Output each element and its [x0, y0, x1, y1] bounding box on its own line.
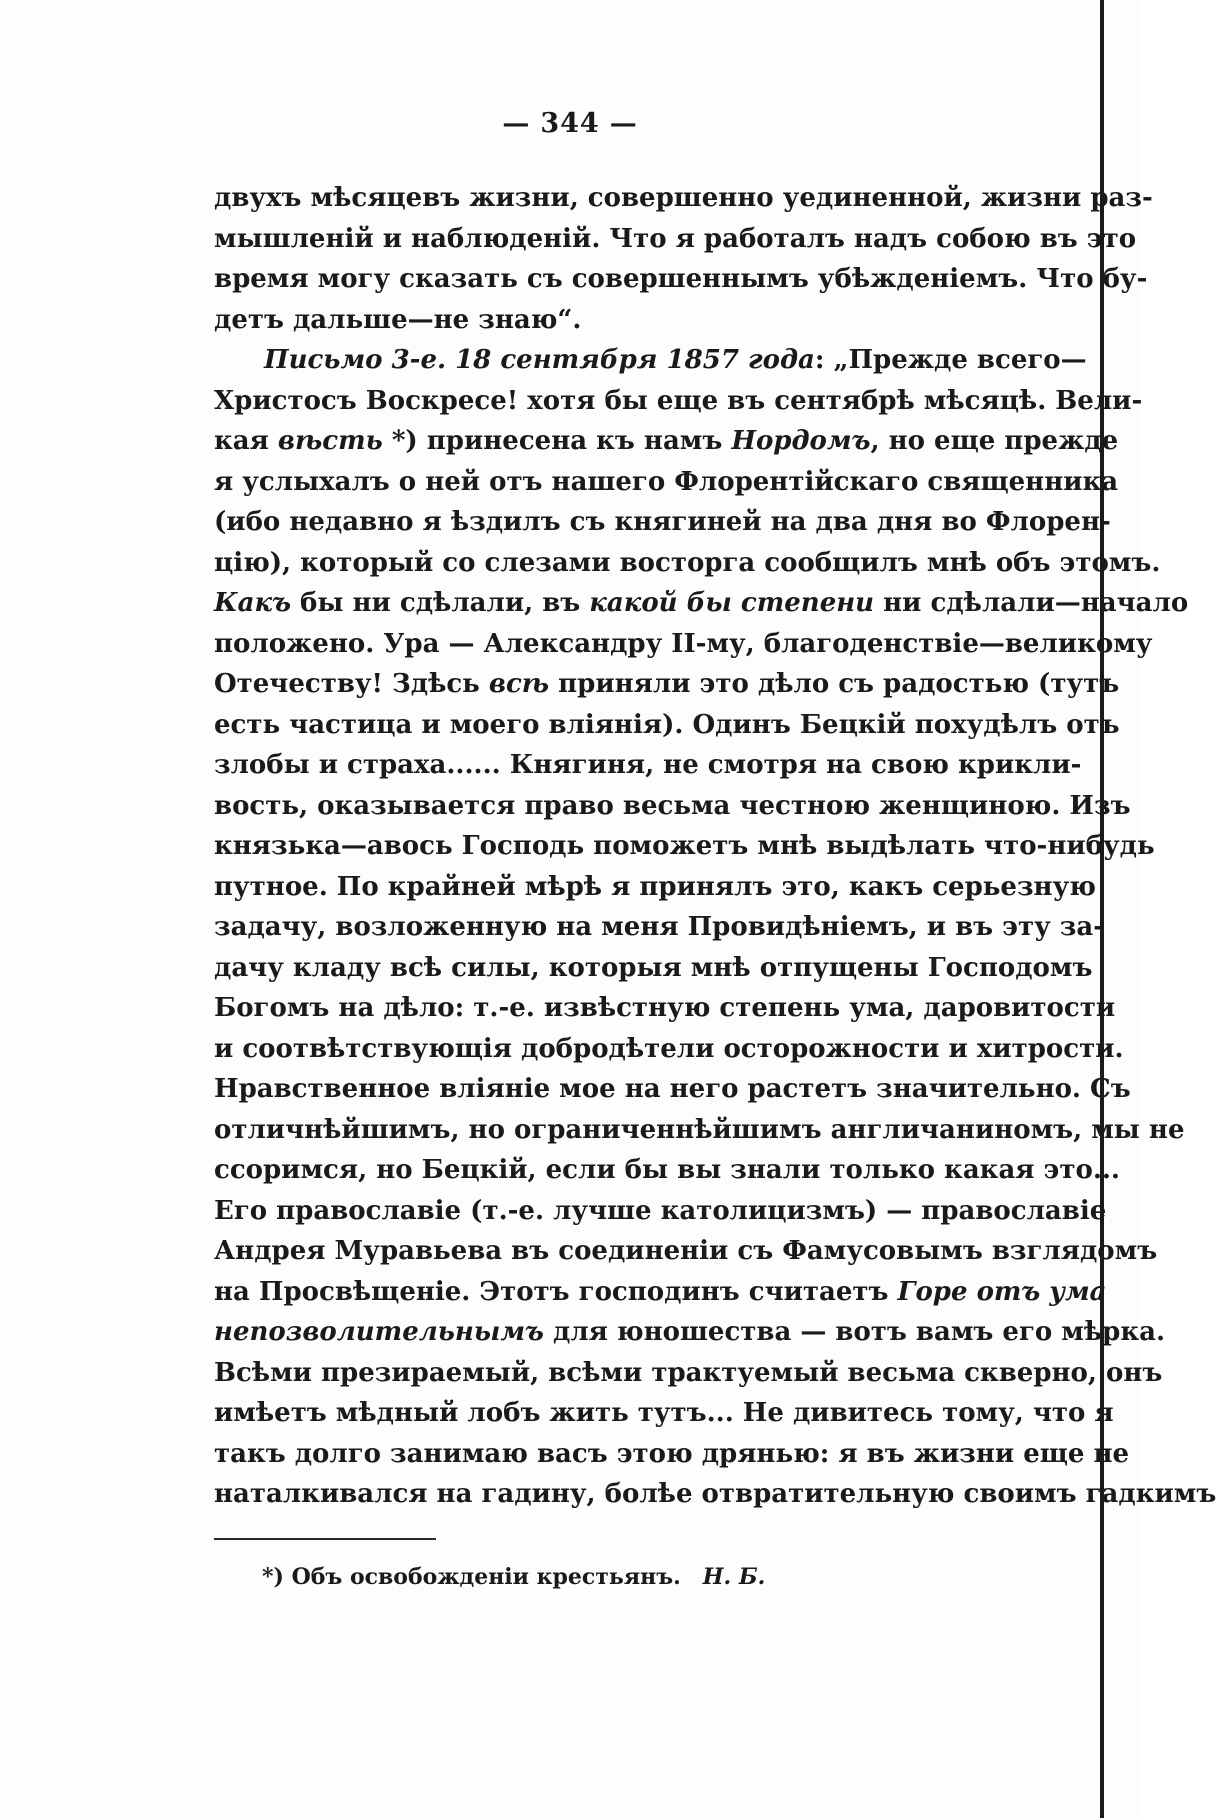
text-segment: мышленій и наблюденій. Что я работалъ надъ собою въ это: [214, 223, 1137, 254]
text-segment: для юношества — вотъ вамъ его мѣрка.: [543, 1317, 1165, 1347]
text-segment: отличнѣйшимъ, но ограниченнѣйшимъ англичаниномъ, мы не: [214, 1114, 1185, 1145]
text-segment: (ибо недавно я ѣздилъ съ княгиней на два дня во Флорен-: [214, 507, 1111, 537]
italic-text-segment: Горе отъ ума: [897, 1276, 1107, 1307]
text-line: [214, 1069, 1131, 1110]
text-segment: Христосъ Воскресе! хотя бы еще въ сентябрѣ мѣсяцѣ. Вели-: [214, 385, 1143, 416]
italic-text-segment: вѣсть: [277, 426, 383, 456]
text-segment: путное. По крайней мѣрѣ я принялъ это, какъ серьезную: [214, 871, 1096, 902]
text-line: [214, 300, 1034, 341]
text-line: [214, 1312, 1165, 1353]
text-line: [214, 1434, 1130, 1475]
page-number-dash-right: —: [609, 108, 638, 139]
text-segment: детъ дальше—не знаю“.: [214, 304, 582, 335]
text-line: [214, 219, 1137, 260]
text-segment: наталкивался на гадину, болѣе отвратительную своимъ гадкимъ: [214, 1479, 1216, 1509]
text-segment: задачу, возложенную на меня Провидѣніемъ, и въ эту за-: [214, 912, 1105, 942]
text-segment: бы ни сдѣлали, въ: [291, 588, 590, 618]
text-line: [214, 1150, 1120, 1191]
text-segment: Богомъ на дѣло: т.-е. извѣстную степень ума, даровитости: [214, 993, 1116, 1023]
text-segment: такъ долго занимаю васъ этою дрянью: я въ жизни еще не: [214, 1438, 1130, 1469]
text-segment: двухъ мѣсяцевъ жизни, совершенно уединенной, жизни раз-: [214, 183, 1153, 213]
text-segment: имѣетъ мѣдный лобъ жить тутъ... Не дивитесь тому, что я: [214, 1398, 1114, 1428]
text-line: [214, 421, 1119, 462]
text-segment: есть частица и моего вліянія). Одинъ Бецкій похудѣлъ отъ: [214, 709, 1120, 740]
text-line: [214, 1272, 1107, 1313]
body-text: [214, 178, 1216, 1515]
italic-text-segment: всѣ: [488, 669, 550, 699]
text-segment: на Просвѣщеніе. Этотъ господинъ считаетъ: [214, 1276, 898, 1307]
text-segment: положено. Ура — Александру II-му, благоденствіе—великому: [214, 628, 1153, 659]
text-line: [214, 259, 1148, 300]
footnote: [262, 1564, 765, 1590]
text-line: [214, 907, 1105, 948]
text-line: [214, 543, 1161, 584]
text-segment: цію), который со слезами восторга сообщилъ мнѣ объ этомъ.: [214, 547, 1161, 578]
text-line: [214, 1393, 1114, 1434]
text-segment: Нравственное вліяніе мое на него растетъ значительно. Съ: [214, 1074, 1131, 1104]
text-line: [214, 340, 1087, 381]
text-line: [214, 664, 1120, 705]
text-segment: князька—авось Господь поможетъ мнѣ выдѣлать что-нибудь: [214, 831, 1155, 861]
text-line: [214, 1353, 1163, 1394]
italic-text-segment: Письмо 3-е. 18 сентября 1857 года: [264, 345, 815, 375]
text-line: [214, 1029, 1124, 1070]
italic-text-segment: какой бы степени: [589, 588, 875, 618]
text-segment: вость, оказывается право весьма честною женщиною. Изъ: [214, 790, 1131, 821]
text-segment: , но еще прежде: [870, 426, 1119, 456]
text-segment: ссоримся, но Бецкій, если бы вы знали только какая это...: [214, 1155, 1120, 1185]
text-line: [214, 502, 1111, 543]
text-line: [214, 178, 1153, 219]
text-line: [214, 786, 1131, 827]
text-line: [214, 624, 1153, 665]
page-number: [0, 108, 1140, 139]
text-segment: приняли это дѣло съ радостью (тутъ: [549, 669, 1120, 699]
text-segment: кая: [214, 426, 278, 456]
text-line: [214, 745, 1082, 786]
page-number-dash-left: —: [502, 108, 531, 139]
text-line: [214, 705, 1120, 746]
text-segment: Отечеству! Здѣсь: [214, 669, 489, 699]
footnote-text: *) Объ освобожденіи крестьянъ.: [262, 1564, 681, 1590]
text-line: [214, 462, 1119, 503]
text-segment: ни сдѣлали—начало: [874, 588, 1189, 618]
italic-text-segment: Нордомъ: [731, 426, 871, 456]
text-line: [214, 1474, 1216, 1515]
text-line: [214, 948, 1093, 989]
text-segment: : „Прежде всего—: [814, 345, 1087, 375]
text-line: [214, 1110, 1185, 1151]
footnote-initials: Н. Б.: [702, 1564, 766, 1590]
text-segment: злобы и страха...... Княгиня, не смотря на свою крикли-: [214, 750, 1082, 780]
italic-text-segment: непозволительнымъ: [214, 1317, 544, 1347]
italic-text-segment: Какъ: [214, 588, 291, 618]
text-segment: Андрея Муравьева въ соединеніи съ Фамусовымъ взглядомъ: [214, 1236, 1158, 1266]
text-segment: Его православіе (т.-е. лучше католицизмъ) — православіе: [214, 1195, 1107, 1226]
footnote-separator: [214, 1538, 436, 1540]
text-segment: и соотвѣтствующія добродѣтели осторожности и хитрости.: [214, 1033, 1124, 1064]
text-segment: Всѣми презираемый, всѣми трактуемый весьма скверно, онъ: [214, 1357, 1163, 1388]
text-line: [214, 867, 1096, 908]
text-line: [214, 988, 1116, 1029]
page-number-value: 344: [540, 108, 600, 139]
text-line: [214, 583, 1189, 624]
text-line: [214, 826, 1155, 867]
text-segment: я услыхалъ о ней отъ нашего Флорентійскаго священника: [214, 466, 1119, 497]
text-line: [214, 381, 1143, 422]
text-segment: дачу кладу всѣ силы, которыя мнѣ отпущены Господомъ: [214, 952, 1093, 983]
text-segment: *) принесена къ намъ: [382, 426, 732, 456]
text-line: [214, 1191, 1107, 1232]
text-line: [214, 1231, 1158, 1272]
text-segment: время могу сказать съ совершеннымъ убѣжденіемъ. Что бу-: [214, 264, 1148, 294]
